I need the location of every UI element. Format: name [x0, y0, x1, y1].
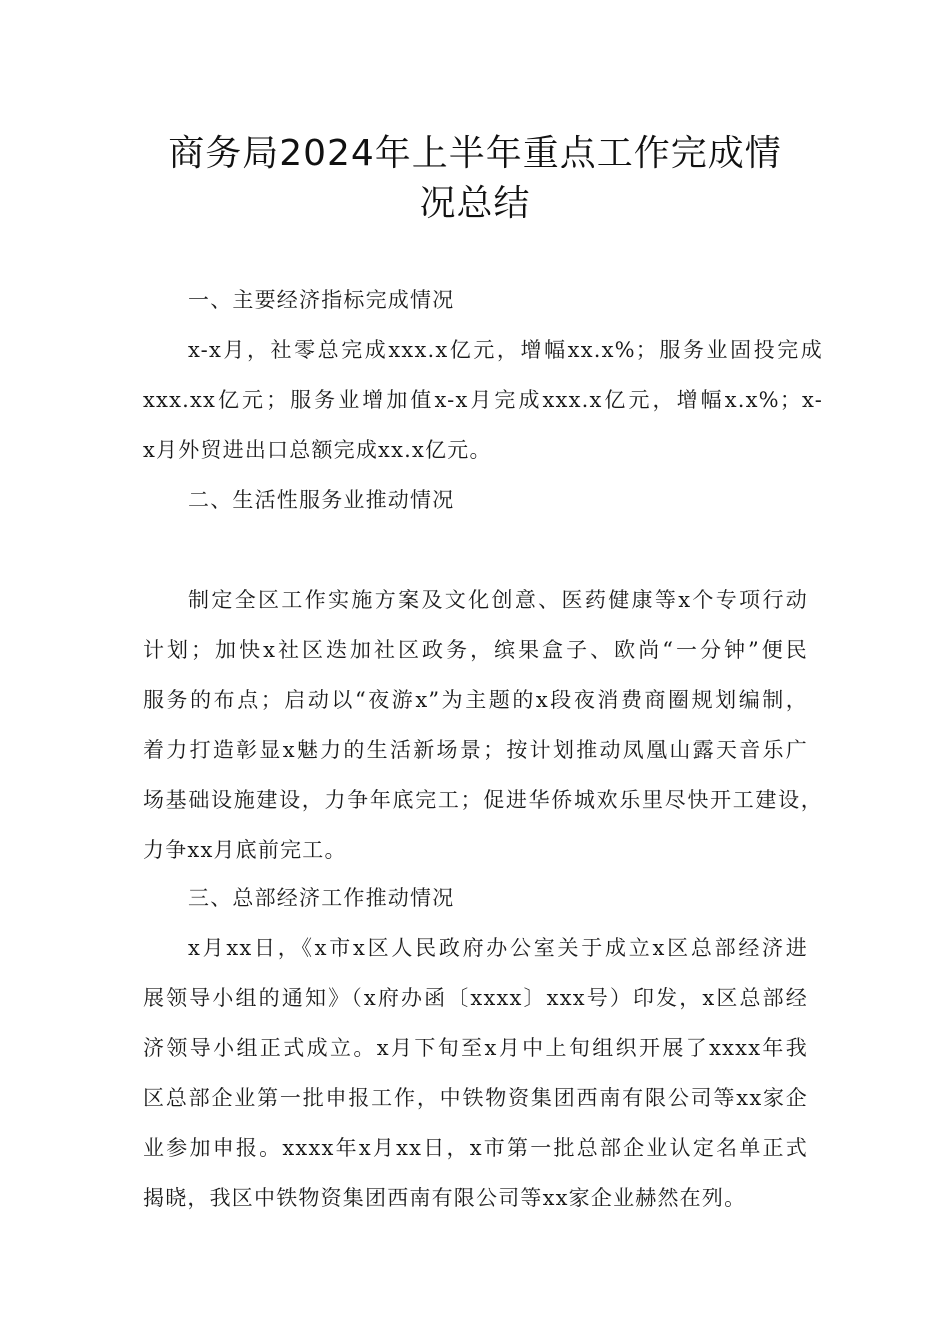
paragraph-line: 济领导小组正式成立。x月下旬至x月中上旬组织开展了xxxx年我 [143, 1036, 808, 1060]
paragraph-line: x月外贸进出口总额完成xx.x亿元。 [143, 438, 492, 462]
section-heading-lifestyle-services: 二、生活性服务业推动情况 [188, 488, 455, 512]
paragraph-line: 展领导小组的通知》（x府办函〔xxxx〕xxx号）印发，x区总部经 [143, 986, 808, 1010]
paragraph-line: 服务的布点；启动以“夜游x”为主题的x段夜消费商圈规划编制， [143, 688, 808, 712]
document-title-line-2: 况总结 [419, 183, 531, 224]
paragraph-line: 业参加申报。xxxx年x月xx日，x市第一批总部企业认定名单正式 [143, 1136, 808, 1160]
paragraph-line: x月xx日，《x市x区人民政府办公室关于成立x区总部经济进 [188, 936, 808, 960]
paragraph-line: 揭晓，我区中铁物资集团西南有限公司等xx家企业赫然在列。 [143, 1186, 747, 1210]
paragraph-line: xxx.xx亿元；服务业增加值x-x月完成xxx.x亿元，增幅x.x%；x- [143, 388, 823, 412]
paragraph-line: 场基础设施建设，力争年底完工；促进华侨城欢乐里尽快开工建设， [143, 788, 823, 812]
paragraph-line: 区总部企业第一批申报工作，中铁物资集团西南有限公司等xx家企 [143, 1086, 808, 1110]
section-heading-headquarters-economy: 三、总部经济工作推动情况 [188, 886, 455, 910]
paragraph-line: 制定全区工作实施方案及文化创意、医药健康等x个专项行动 [188, 588, 808, 612]
paragraph-line: 力争xx月底前完工。 [143, 838, 347, 862]
paragraph-line: x-x月，社零总完成xxx.x亿元，增幅xx.x%；服务业固投完成 [188, 338, 823, 362]
paragraph-line: 计划；加快x社区迭加社区政务，缤果盒子、欧尚“一分钟”便民 [143, 638, 808, 662]
document-title-line-1: 商务局2024年上半年重点工作完成情 [168, 133, 782, 174]
section-heading-economic-indicators: 一、主要经济指标完成情况 [188, 288, 455, 312]
paragraph-line: 着力打造彰显x魅力的生活新场景；按计划推动凤凰山露天音乐广 [143, 738, 808, 762]
